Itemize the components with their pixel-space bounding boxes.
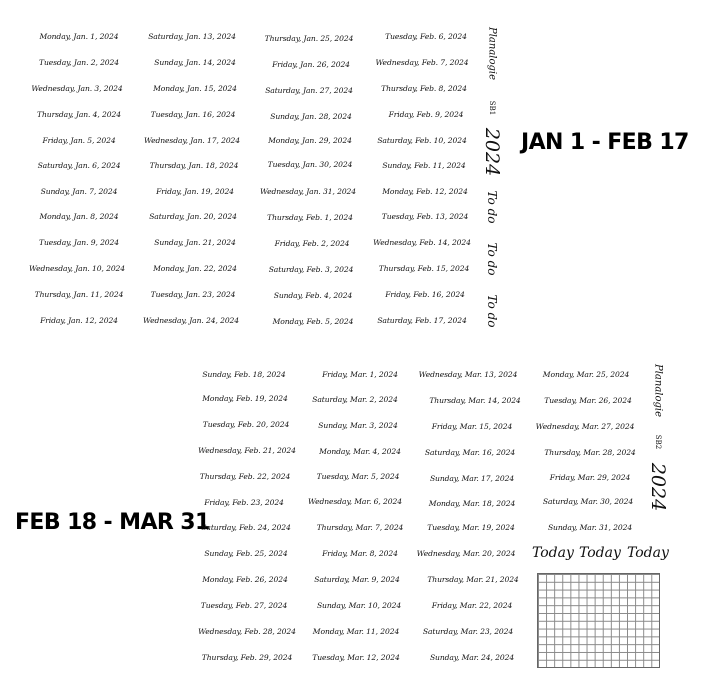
date-label: Saturday, Mar. 2, 2024	[312, 395, 398, 404]
date-label: Friday, Mar. 8, 2024	[322, 549, 398, 558]
date-label: Monday, Feb. 12, 2024	[382, 187, 468, 196]
date-label: Monday, Jan. 15, 2024	[153, 84, 237, 93]
date-label: Thursday, Feb. 15, 2024	[378, 264, 470, 273]
today-label: Today	[579, 545, 621, 561]
date-label: Thursday, Feb. 1, 2024	[267, 213, 353, 222]
date-label: Thursday, Jan. 11, 2024	[34, 290, 124, 299]
date-label: Saturday, Jan. 13, 2024	[148, 32, 236, 41]
date-label: Tuesday, Feb. 6, 2024	[385, 32, 467, 41]
date-label: Thursday, Mar. 21, 2024	[427, 575, 519, 584]
date-label: Thursday, Mar. 14, 2024	[429, 396, 521, 405]
date-label: Thursday, Mar. 28, 2024	[544, 448, 636, 457]
date-label: Sunday, Mar. 10, 2024	[316, 601, 402, 610]
date-label: Monday, Mar. 25, 2024	[542, 370, 630, 379]
date-label: Friday, Jan. 12, 2024	[40, 316, 118, 325]
date-range-title: FEB 18 - MAR 31	[15, 510, 210, 535]
date-label: Saturday, Mar. 16, 2024	[424, 448, 516, 457]
date-label: Saturday, Jan. 6, 2024	[37, 161, 121, 170]
date-label: Tuesday, Feb. 13, 2024	[381, 212, 469, 221]
date-label: Saturday, Feb. 3, 2024	[268, 265, 354, 274]
date-label: Friday, Feb. 16, 2024	[385, 290, 465, 299]
sheet-code: SB1	[488, 100, 496, 116]
date-label: Tuesday, Mar. 19, 2024	[427, 523, 515, 532]
note-grid	[537, 573, 660, 668]
date-label: Wednesday, Mar. 13, 2024	[418, 370, 518, 379]
date-label: Friday, Feb. 23, 2024	[204, 498, 284, 507]
date-label: Sunday, Feb. 18, 2024	[202, 370, 286, 379]
todo-label: To do	[485, 190, 499, 224]
date-label: Friday, Mar. 15, 2024	[431, 422, 513, 431]
date-label: Sunday, Mar. 24, 2024	[429, 653, 515, 662]
date-label: Monday, Jan. 22, 2024	[153, 264, 237, 273]
date-label: Tuesday, Mar. 26, 2024	[544, 396, 632, 405]
brand-label: Planalogie	[486, 26, 498, 81]
date-label: Saturday, Jan. 27, 2024	[265, 86, 353, 95]
date-label: Saturday, Feb. 24, 2024	[201, 523, 291, 532]
date-label: Wednesday, Jan. 10, 2024	[28, 264, 126, 273]
date-label: Wednesday, Mar. 20, 2024	[416, 549, 516, 558]
date-label: Sunday, Feb. 25, 2024	[204, 549, 288, 558]
date-label: Thursday, Feb. 22, 2024	[199, 472, 291, 481]
date-label: Tuesday, Jan. 2, 2024	[38, 58, 120, 67]
date-label: Wednesday, Jan. 31, 2024	[259, 187, 357, 196]
date-label: Thursday, Mar. 7, 2024	[316, 523, 404, 532]
date-label: Saturday, Feb. 17, 2024	[377, 316, 467, 325]
date-label: Sunday, Mar. 31, 2024	[547, 523, 633, 532]
date-label: Monday, Jan. 8, 2024	[39, 212, 119, 221]
date-label: Sunday, Jan. 7, 2024	[40, 187, 118, 196]
date-label: Sunday, Feb. 4, 2024	[273, 291, 353, 300]
date-label: Monday, Feb. 19, 2024	[202, 394, 288, 403]
today-label: Today	[532, 545, 574, 561]
date-label: Tuesday, Feb. 27, 2024	[200, 601, 288, 610]
date-label: Friday, Jan. 26, 2024	[272, 60, 350, 69]
date-label: Sunday, Jan. 14, 2024	[154, 58, 236, 67]
date-label: Wednesday, Mar. 6, 2024	[308, 497, 402, 506]
date-label: Tuesday, Jan. 16, 2024	[150, 110, 236, 119]
date-label: Saturday, Mar. 30, 2024	[542, 497, 634, 506]
date-label: Thursday, Jan. 18, 2024	[149, 161, 239, 170]
date-label: Tuesday, Jan. 23, 2024	[150, 290, 236, 299]
date-label: Sunday, Feb. 11, 2024	[382, 161, 466, 170]
date-label: Wednesday, Feb. 28, 2024	[198, 627, 296, 636]
date-label: Saturday, Feb. 10, 2024	[377, 136, 467, 145]
date-label: Tuesday, Feb. 20, 2024	[202, 420, 290, 429]
date-range-title: JAN 1 - FEB 17	[521, 130, 689, 155]
year-label: 2024	[481, 127, 503, 177]
date-label: Monday, Mar. 11, 2024	[312, 627, 400, 636]
date-label: Friday, Jan. 19, 2024	[156, 187, 234, 196]
date-label: Monday, Mar. 18, 2024	[428, 499, 516, 508]
date-label: Thursday, Jan. 25, 2024	[264, 34, 354, 43]
todo-label: To do	[485, 242, 499, 276]
date-label: Wednesday, Jan. 24, 2024	[142, 316, 240, 325]
date-label: Friday, Feb. 9, 2024	[388, 110, 464, 119]
date-label: Sunday, Mar. 17, 2024	[429, 474, 515, 483]
date-label: Friday, Mar. 22, 2024	[431, 601, 513, 610]
date-label: Friday, Mar. 29, 2024	[549, 473, 631, 482]
date-label: Monday, Feb. 26, 2024	[202, 575, 288, 584]
date-label: Saturday, Jan. 20, 2024	[149, 212, 237, 221]
year-label: 2024	[647, 462, 669, 512]
date-label: Monday, Jan. 1, 2024	[39, 32, 119, 41]
date-label: Tuesday, Jan. 9, 2024	[38, 238, 120, 247]
date-label: Wednesday, Jan. 3, 2024	[31, 84, 123, 93]
date-label: Sunday, Jan. 28, 2024	[270, 112, 352, 121]
sheet-code: SB2	[654, 434, 662, 450]
date-label: Wednesday, Feb. 21, 2024	[198, 446, 296, 455]
date-label: Monday, Mar. 4, 2024	[319, 447, 401, 456]
date-label: Thursday, Feb. 8, 2024	[381, 84, 467, 93]
date-label: Tuesday, Mar. 5, 2024	[316, 472, 400, 481]
todo-label: To do	[485, 294, 499, 328]
date-label: Sunday, Mar. 3, 2024	[318, 421, 398, 430]
date-label: Friday, Feb. 2, 2024	[274, 239, 350, 248]
date-label: Monday, Jan. 29, 2024	[268, 136, 352, 145]
date-label: Wednesday, Feb. 14, 2024	[373, 238, 471, 247]
date-label: Friday, Mar. 1, 2024	[322, 370, 398, 379]
date-label: Thursday, Jan. 4, 2024	[37, 110, 121, 119]
date-label: Monday, Feb. 5, 2024	[272, 317, 354, 326]
brand-label: Planalogie	[652, 363, 664, 418]
date-label: Tuesday, Jan. 30, 2024	[267, 160, 353, 169]
date-label: Sunday, Jan. 21, 2024	[154, 238, 236, 247]
date-label: Tuesday, Mar. 12, 2024	[312, 653, 400, 662]
today-label: Today	[627, 545, 669, 561]
date-label: Saturday, Mar. 9, 2024	[314, 575, 400, 584]
date-label: Saturday, Mar. 23, 2024	[422, 627, 514, 636]
date-label: Wednesday, Feb. 7, 2024	[375, 58, 469, 67]
date-label: Friday, Jan. 5, 2024	[42, 136, 116, 145]
date-label: Thursday, Feb. 29, 2024	[201, 653, 293, 662]
date-label: Wednesday, Mar. 27, 2024	[535, 422, 635, 431]
date-label: Wednesday, Jan. 17, 2024	[143, 136, 241, 145]
